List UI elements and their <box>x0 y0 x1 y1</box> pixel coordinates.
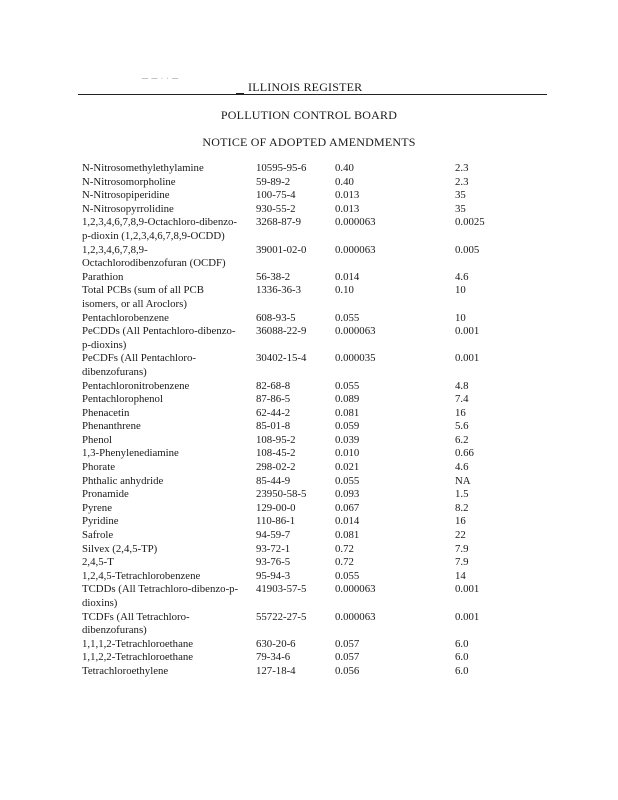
wastewater-standard: 0.055 <box>335 569 360 582</box>
cas-number: 79-34-6 <box>256 651 291 664</box>
nonwastewater-standard: 6.0 <box>455 637 469 650</box>
nonwastewater-standard: 4.8 <box>455 379 469 392</box>
constituent-name: 1,3-Phenylenediamine <box>82 447 179 460</box>
table-row <box>82 529 552 543</box>
constituent-name: 1,2,3,4,6,7,8,9-Octachlorodibenzofuran (OCDF) <box>82 243 226 270</box>
cas-number: 608-93-5 <box>256 311 296 324</box>
nonwastewater-standard: 35 <box>455 202 466 215</box>
cas-number: 30402-15-4 <box>256 352 307 365</box>
wastewater-standard: 0.013 <box>335 189 360 202</box>
nonwastewater-standard: 5.6 <box>455 420 469 433</box>
table-row <box>82 543 552 557</box>
cas-number: 100-75-4 <box>256 189 296 202</box>
board-title: POLLUTION CONTROL BOARD <box>220 108 398 122</box>
nonwastewater-standard: 14 <box>455 569 466 582</box>
table-row <box>82 393 552 407</box>
constituent-name: 1,1,1,2-Tetrachloroethane <box>82 637 194 650</box>
constituent-name: Pronamide <box>82 488 129 501</box>
table-row <box>82 475 552 489</box>
notice-title: NOTICE OF ADOPTED AMENDMENTS <box>202 135 416 149</box>
constituent-name: Pentachlorophenol <box>82 393 163 406</box>
register-title: ILLINOIS REGISTER <box>248 80 363 94</box>
cas-number: 39001-02-0 <box>256 243 307 256</box>
cas-number: 85-01-8 <box>256 420 291 433</box>
cas-number: 630-20-6 <box>256 637 296 650</box>
nonwastewater-standard: 35 <box>455 189 466 202</box>
constituent-name: Pentachloronitrobenzene <box>82 379 190 392</box>
nonwastewater-standard: NA <box>455 474 471 487</box>
constituent-name: 1,2,4,5-Tetrachlorobenzene <box>82 569 201 582</box>
cas-number: 3268-87-9 <box>256 216 301 229</box>
cas-number: 93-76-5 <box>256 556 291 569</box>
constituent-name: 2,4,5-T <box>82 556 114 569</box>
constituent-name: Safrole <box>82 529 114 542</box>
cas-number: 23950-58-5 <box>256 488 307 501</box>
cas-number: 298-02-2 <box>256 461 296 474</box>
wastewater-standard: 0.059 <box>335 420 360 433</box>
table-row <box>82 162 552 176</box>
nonwastewater-standard: 4.6 <box>455 461 469 474</box>
table-row <box>82 352 552 379</box>
nonwastewater-standard: 0.0025 <box>455 216 485 229</box>
constituent-name: 1,2,3,4,6,7,8,9-Octachloro-dibenzo-p-dioxin (1,2,3,4,6,7,8,9-OCDD) <box>82 216 238 242</box>
cas-number: 36088-22-9 <box>256 325 307 338</box>
table-row <box>82 461 552 475</box>
cas-number: 1336-36-3 <box>256 284 301 297</box>
wastewater-standard: 0.10 <box>335 284 354 297</box>
table-row <box>82 665 552 679</box>
constituent-name: PeCDFs (All Pentachloro-dibenzofurans) <box>82 352 196 378</box>
wastewater-standard: 0.055 <box>335 379 360 392</box>
table-row <box>82 651 552 665</box>
table-row <box>82 515 552 529</box>
constituent-name: Total PCBs (sum of all PCB isomers, or all Aroclors) <box>82 284 204 310</box>
table-row <box>82 380 552 394</box>
nonwastewater-standard: 7.4 <box>455 393 469 406</box>
cas-number: 110-86-1 <box>256 515 296 528</box>
wastewater-standard: 0.081 <box>335 529 360 542</box>
constituent-name: Phthalic anhydride <box>82 474 164 487</box>
table-row <box>82 203 552 217</box>
constituent-name: N-Nitrosomorpholine <box>82 175 176 188</box>
table-row <box>82 420 552 434</box>
constituent-name: Pyrene <box>82 501 112 514</box>
cas-number: 87-86-5 <box>256 393 291 406</box>
cas-number: 82-68-8 <box>256 379 291 392</box>
constituent-name: Tetrachloroethylene <box>82 664 169 677</box>
wastewater-standard: 0.000063 <box>335 243 376 256</box>
table-row <box>82 570 552 584</box>
nonwastewater-standard: 0.001 <box>455 325 480 338</box>
nonwastewater-standard: 4.6 <box>455 270 469 283</box>
table-row <box>82 176 552 190</box>
cas-number: 59-89-2 <box>256 175 291 188</box>
constituent-name: N-Nitrosopyrrolidine <box>82 202 174 215</box>
table-row <box>82 556 552 570</box>
wastewater-standard: 0.056 <box>335 664 360 677</box>
table-row <box>82 447 552 461</box>
constituent-name: N-Nitrosomethylethylamine <box>82 162 204 174</box>
wastewater-standard: 0.055 <box>335 311 360 324</box>
table-row <box>82 271 552 285</box>
nonwastewater-standard: 10 <box>455 311 466 324</box>
constituent-name: Pentachlorobenzene <box>82 311 169 324</box>
table-row <box>82 312 552 326</box>
wastewater-standard: 0.40 <box>335 175 354 188</box>
table-row <box>82 638 552 652</box>
constituent-name: TCDFs (All Tetrachloro-dibenzofurans) <box>82 610 190 637</box>
table-row <box>82 407 552 421</box>
nonwastewater-standard: 6.0 <box>455 664 469 677</box>
nonwastewater-standard: 7.9 <box>455 556 469 569</box>
table-row <box>82 583 552 610</box>
table-row <box>82 611 552 638</box>
nonwastewater-standard: 16 <box>455 406 466 419</box>
constituent-name: Phenol <box>82 433 112 446</box>
constituent-name: Parathion <box>82 270 124 283</box>
wastewater-standard: 0.021 <box>335 461 360 474</box>
wastewater-standard: 0.039 <box>335 433 360 446</box>
nonwastewater-standard: 16 <box>455 515 466 528</box>
table-row <box>82 325 552 352</box>
nonwastewater-standard: 1.5 <box>455 488 469 501</box>
cas-number: 62-44-2 <box>256 406 291 419</box>
nonwastewater-standard: 0.66 <box>455 447 474 460</box>
cas-number: 94-59-7 <box>256 529 291 542</box>
nonwastewater-standard: 8.2 <box>455 501 469 514</box>
cas-number: 95-94-3 <box>256 569 291 582</box>
constituent-table <box>82 162 552 679</box>
scan-artifact: — — · · — <box>142 76 179 82</box>
wastewater-standard: 0.40 <box>335 162 354 174</box>
wastewater-standard: 0.014 <box>335 270 360 283</box>
nonwastewater-standard: 0.005 <box>455 243 480 256</box>
constituent-name: 1,1,2,2-Tetrachloroethane <box>82 651 194 664</box>
nonwastewater-standard: 0.001 <box>455 610 480 623</box>
constituent-name: Pyridine <box>82 515 119 528</box>
nonwastewater-standard: 7.9 <box>455 542 469 555</box>
wastewater-standard: 0.093 <box>335 488 360 501</box>
wastewater-standard: 0.000063 <box>335 325 376 338</box>
header-rule <box>78 94 547 95</box>
cas-number: 56-38-2 <box>256 270 291 283</box>
cas-number: 127-18-4 <box>256 664 296 677</box>
cas-number: 55722-27-5 <box>256 610 307 623</box>
nonwastewater-standard: 22 <box>455 529 466 542</box>
nonwastewater-standard: 6.0 <box>455 651 469 664</box>
nonwastewater-standard: 0.001 <box>455 352 480 365</box>
constituent-name: N-Nitrosopiperidine <box>82 189 170 202</box>
wastewater-standard: 0.010 <box>335 447 360 460</box>
wastewater-standard: 0.089 <box>335 393 360 406</box>
wastewater-standard: 0.055 <box>335 474 360 487</box>
wastewater-standard: 0.000035 <box>335 352 376 365</box>
wastewater-standard: 0.000063 <box>335 583 376 596</box>
nonwastewater-standard: 6.2 <box>455 433 469 446</box>
cas-number: 930-55-2 <box>256 202 296 215</box>
wastewater-standard: 0.000063 <box>335 610 376 623</box>
constituent-name: Phenanthrene <box>82 420 141 433</box>
cas-number: 10595-95-6 <box>256 162 307 174</box>
cas-number: 85-44-9 <box>256 474 291 487</box>
nonwastewater-standard: 0.001 <box>455 583 480 596</box>
nonwastewater-standard: 10 <box>455 284 466 297</box>
wastewater-standard: 0.000063 <box>335 216 376 229</box>
cas-number: 108-95-2 <box>256 433 296 446</box>
table-row <box>82 189 552 203</box>
wastewater-standard: 0.72 <box>335 542 354 555</box>
cas-number: 129-00-0 <box>256 501 296 514</box>
table-row <box>82 284 552 311</box>
constituent-name: TCDDs (All Tetrachloro-dibenzo-p-dioxins) <box>82 583 239 609</box>
table-row <box>82 488 552 502</box>
constituent-name: Silvex (2,4,5-TP) <box>82 542 158 555</box>
wastewater-standard: 0.72 <box>335 556 354 569</box>
table-row <box>82 216 552 243</box>
nonwastewater-standard: 2.3 <box>455 175 469 188</box>
cas-number: 41903-57-5 <box>256 583 307 596</box>
wastewater-standard: 0.057 <box>335 651 360 664</box>
nonwastewater-standard: 2.3 <box>455 162 469 174</box>
constituent-name: Phorate <box>82 461 115 474</box>
wastewater-standard: 0.057 <box>335 637 360 650</box>
cas-number: 93-72-1 <box>256 542 291 555</box>
table-row <box>82 244 552 271</box>
constituent-name: Phenacetin <box>82 406 130 419</box>
constituent-name: PeCDDs (All Pentachloro-dibenzo-p-dioxins) <box>82 325 236 351</box>
wastewater-standard: 0.067 <box>335 501 360 514</box>
wastewater-standard: 0.081 <box>335 406 360 419</box>
table-row <box>82 502 552 516</box>
cas-number: 108-45-2 <box>256 447 296 460</box>
wastewater-standard: 0.014 <box>335 515 360 528</box>
wastewater-standard: 0.013 <box>335 202 360 215</box>
table-row <box>82 434 552 448</box>
